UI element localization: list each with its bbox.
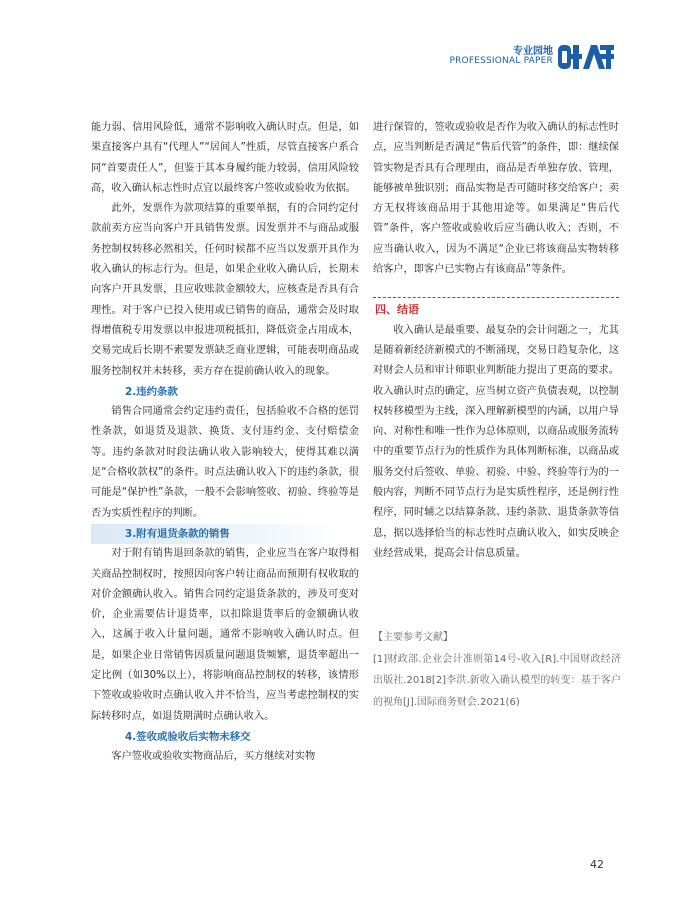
reference-item: [1]财政部.企业会计准则第14号-收入[R].中国财政经济出版社.2018[2]李洪.新收入确认模型的转变：基于客户的视角[J].国际商务财会.2021(6): [373, 653, 621, 708]
right-column: [373, 118, 619, 564]
paragraph: 进行保管的，签收或验收是否作为收入确认的标志性时点，应当判断是否满足“售后代管”的条件，即：继续保管实物是否具有合理理由，商品是否单独存放、管理，能够被单独识别；商品实物是否可随时移交给客户；卖方无权将该商品用于其他用途等。如果满足“售后代管”条件，客户签收或验收后应当确认收入；否则，不应当确认收入，因为不满足“企业已将该商品实物转移给客户，即客户已实物占有该商品”等条件。: [373, 122, 619, 276]
references: [373, 627, 621, 713]
subheading-return-clauses: 3.附有退货条款的销售: [91, 524, 333, 544]
subheading-breach-clauses: 2.违约条款: [125, 385, 178, 398]
paragraph: 销售合同通常会约定违约责任，包括验收不合格的惩罚性条款，如退货及退款、换货、支付违约金、支付赔偿金等。违约条款对时段法确认收入影响较大，使得其难以满足“合格收款权”的条件。时点法确认收入下的违约条款，很可能是“保护性”条款，一般不会影响签收、初验、终验等是否为实质性程序的判断。: [91, 406, 359, 519]
spacer: [373, 280, 619, 297]
page-number: 42: [590, 858, 604, 871]
left-column: [91, 118, 359, 768]
section-heading-conclusion: 四、结语: [373, 297, 619, 320]
column-title-cn: 专业园地: [513, 46, 553, 57]
page-header: [0, 0, 681, 90]
journal-logo-icon: [558, 42, 614, 72]
paragraph: 收入确认是最重要、最复杂的会计问题之一，尤其是随着新经济新模式的不断涌现，交易日趋复杂化，这对财会人员和审计师职业判断能力提出了更高的要求。收入确认时点的确定，应当树立资产负债表观，以控制权转移模型为主线，深入理解新模型的内涵，以用户导向、对称性和唯一性作为总体原则，以商品或服务流转中的重要节点行为的性质作为具体判断标准，以商品或服务交付后签收、单验、初验、中验、终验等行为的一般内容，判断不同节点行为是实质性程序，还是例行性程序，同时辅之以结算条款、违约条款、退货条款等信息，据以选择恰当的标志性时点确认收入，如实反映企业经营成果，提高会计信息质量。: [373, 324, 619, 559]
references-title: 【主要参考文献】: [373, 632, 453, 643]
paragraph: 能力弱、信用风险低，通常不影响收入确认时点。但是，如果直接客户具有“代理人”“居间人”性质，尽管直接客户系合同“首要责任人”，但鉴于其本身履约能力较弱，信用风险较高，收入确认标志性时点宜以最终客户签收或验收为依据。: [91, 122, 359, 194]
subheading-untransferred-goods: 4.签收或验收后实物未移交: [125, 730, 251, 743]
column-title-en: PROFESSIONAL PAPER: [449, 56, 553, 66]
paragraph: 客户签收或验收实物商品后，买方继续对实物: [111, 751, 316, 763]
paragraph: 此外，发票作为款项结算的重要单据，有的合同约定付款前卖方应当向客户开具销售发票。因发票并不与商品或服务控制权转移必然相关，任何时候都不应当以发票开具作为收入确认的标志行为。但是，如果企业收入确认后，长期未向客户开具发票，且应收账款金额较大，应核查是否具有合理性。对于客户已投入使用或已销售的商品，通常会及时取得增值税专用发票以申报进项税抵扣，降低资金占用成本，交易完成后长期不索要发票缺乏商业逻辑，可能表明商品或服务控制权并未转移，卖方存在提前确认收入的现象。: [91, 203, 359, 377]
paragraph: 对于附有销售退回条款的销售，企业应当在客户取得相关商品控制权时，按照因向客户转让商品而预期有权收取的对价金额确认收入。销售合同约定退货条款的，涉及可变对价，企业需要估计退货率，以扣除退货率后的金额确认收入，这属于收入计量问题，通常不影响收入确认时点。但是，如果企业日常销售因质量问题退货频繁，退货率超出一定比例（如30%以上），将影响商品控制权的转移，该情形下签收或验收时点确认收入并不恰当，应当考虑控制权的实际转移时点，如退货期满时点确认收入。: [91, 548, 359, 722]
